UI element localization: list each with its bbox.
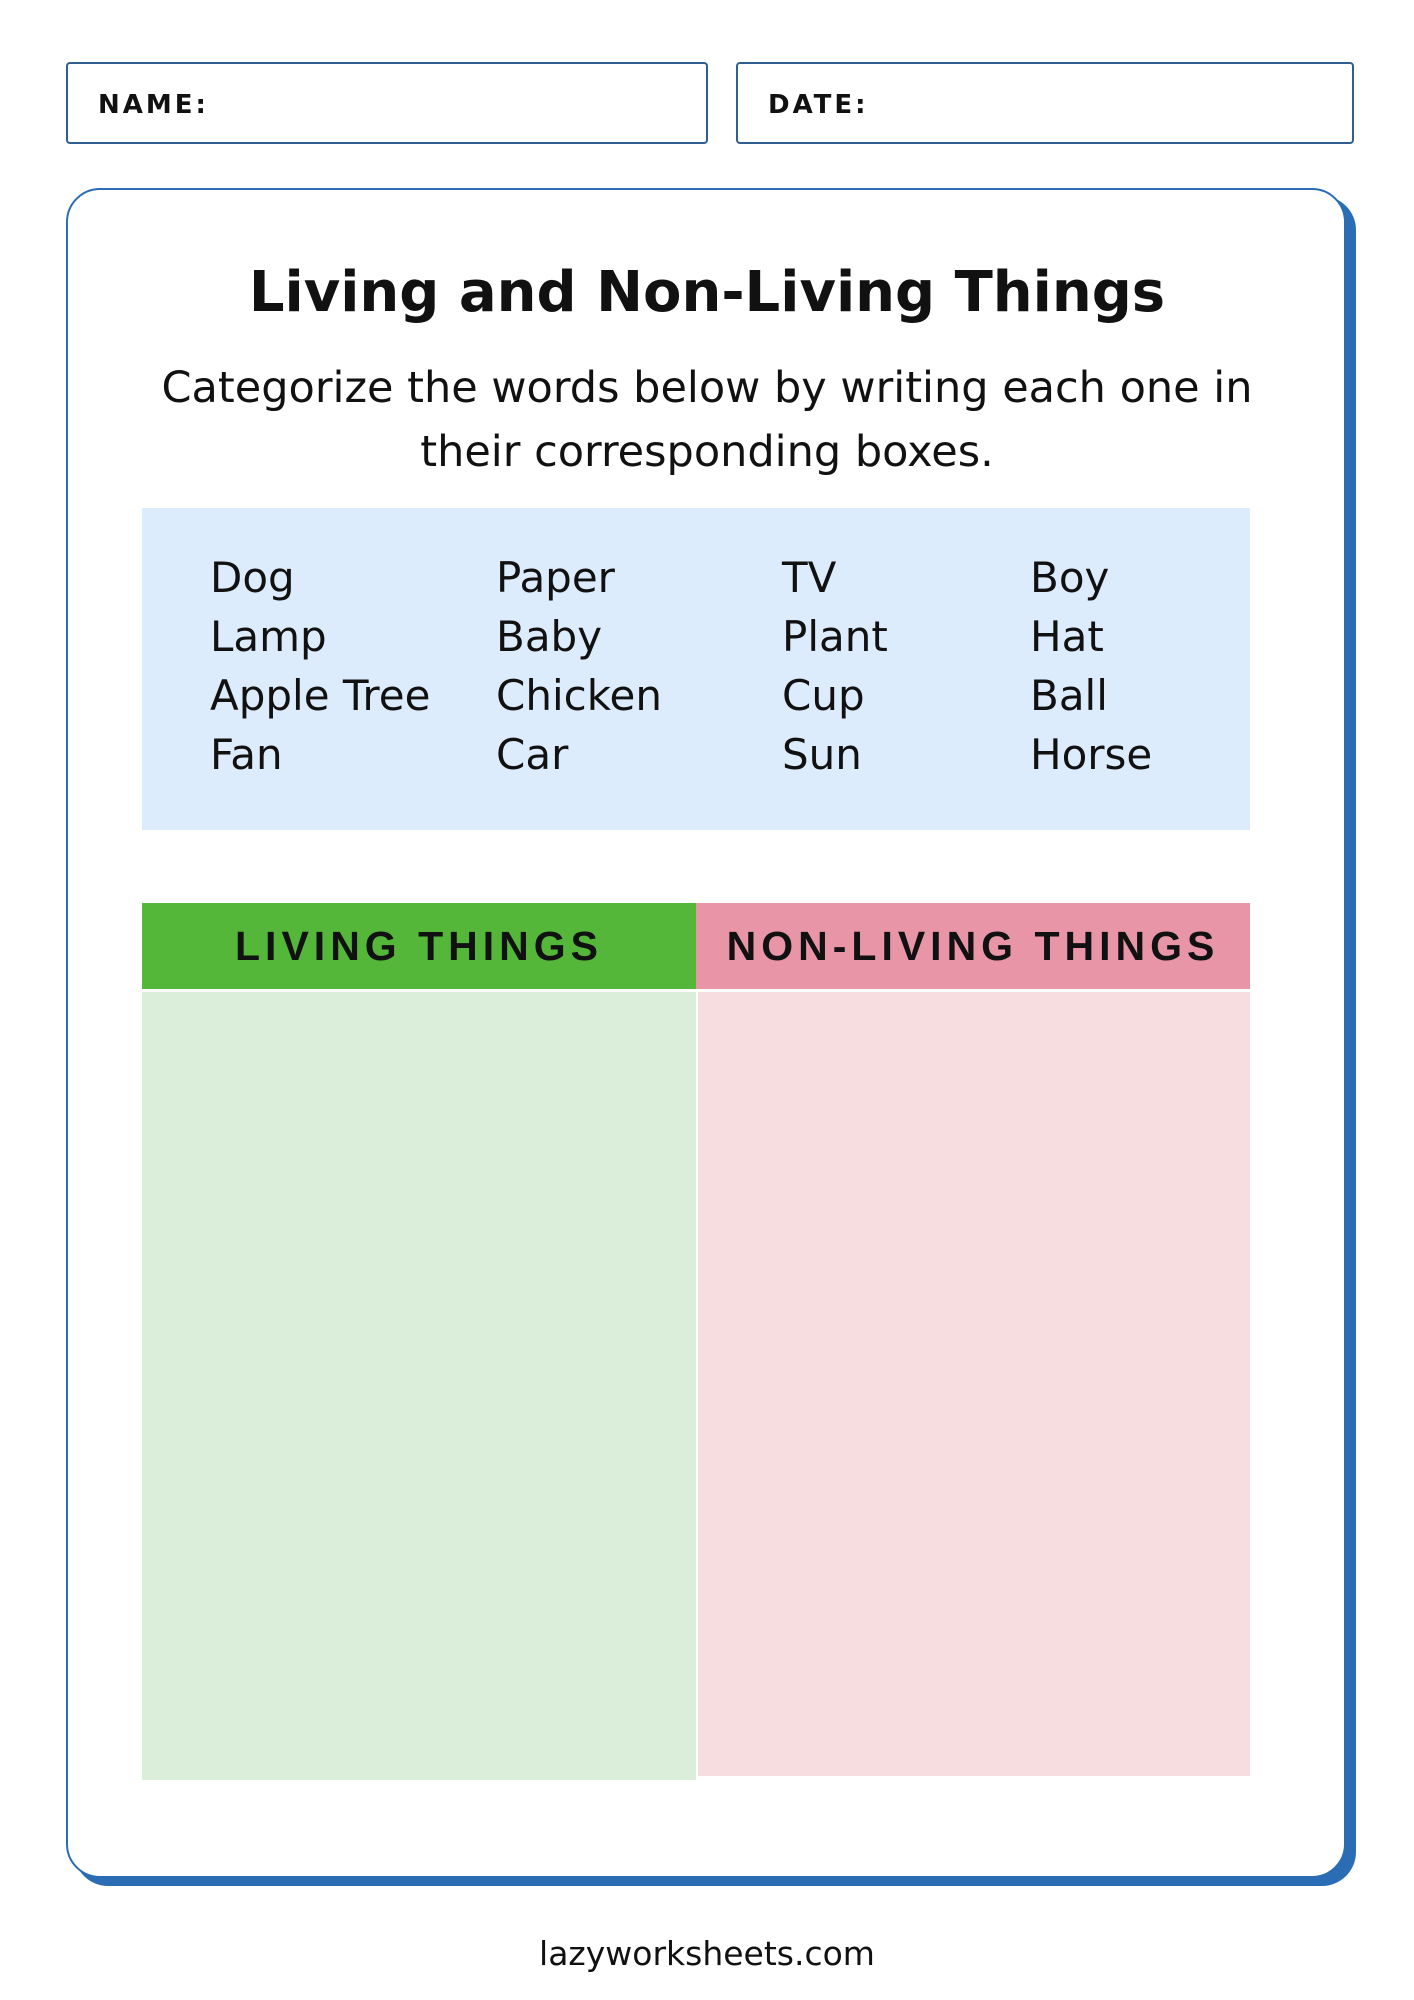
word-item: Paper — [496, 553, 615, 602]
non-living-things-header: NON-LIVING THINGS — [696, 903, 1250, 989]
date-label: DATE: — [768, 90, 869, 120]
living-things-answer-area[interactable] — [142, 992, 696, 1780]
word-item: Fan — [210, 730, 283, 779]
word-item: Horse — [1030, 730, 1153, 779]
word-column-2 — [496, 548, 662, 784]
word-item: Cup — [782, 671, 865, 720]
word-item: Boy — [1030, 553, 1110, 602]
name-field[interactable] — [66, 62, 708, 144]
word-item: Plant — [782, 612, 888, 661]
word-item: Chicken — [496, 671, 662, 720]
word-item: Lamp — [210, 612, 327, 661]
footer-site: lazyworksheets.com — [539, 1934, 875, 1973]
word-item: Car — [496, 730, 569, 779]
instructions: Categorize the words below by writing each one in their corresponding boxes. — [161, 363, 1253, 477]
word-item: Baby — [496, 612, 603, 661]
word-item: Hat — [1030, 612, 1104, 661]
word-column-3 — [782, 548, 888, 784]
word-column-4 — [1030, 548, 1152, 784]
word-column-1 — [210, 548, 430, 784]
word-item: Ball — [1030, 671, 1108, 720]
name-label: NAME: — [98, 90, 209, 120]
worksheet-title: Living and Non-Living Things — [248, 260, 1166, 325]
date-field[interactable] — [736, 62, 1354, 144]
living-things-header: LIVING THINGS — [142, 903, 696, 989]
word-item: Sun — [782, 730, 862, 779]
non-living-things-answer-area[interactable] — [698, 992, 1250, 1776]
word-item: TV — [782, 553, 837, 602]
word-bank — [142, 508, 1250, 830]
word-item: Apple Tree — [210, 671, 431, 720]
word-item: Dog — [210, 553, 295, 602]
